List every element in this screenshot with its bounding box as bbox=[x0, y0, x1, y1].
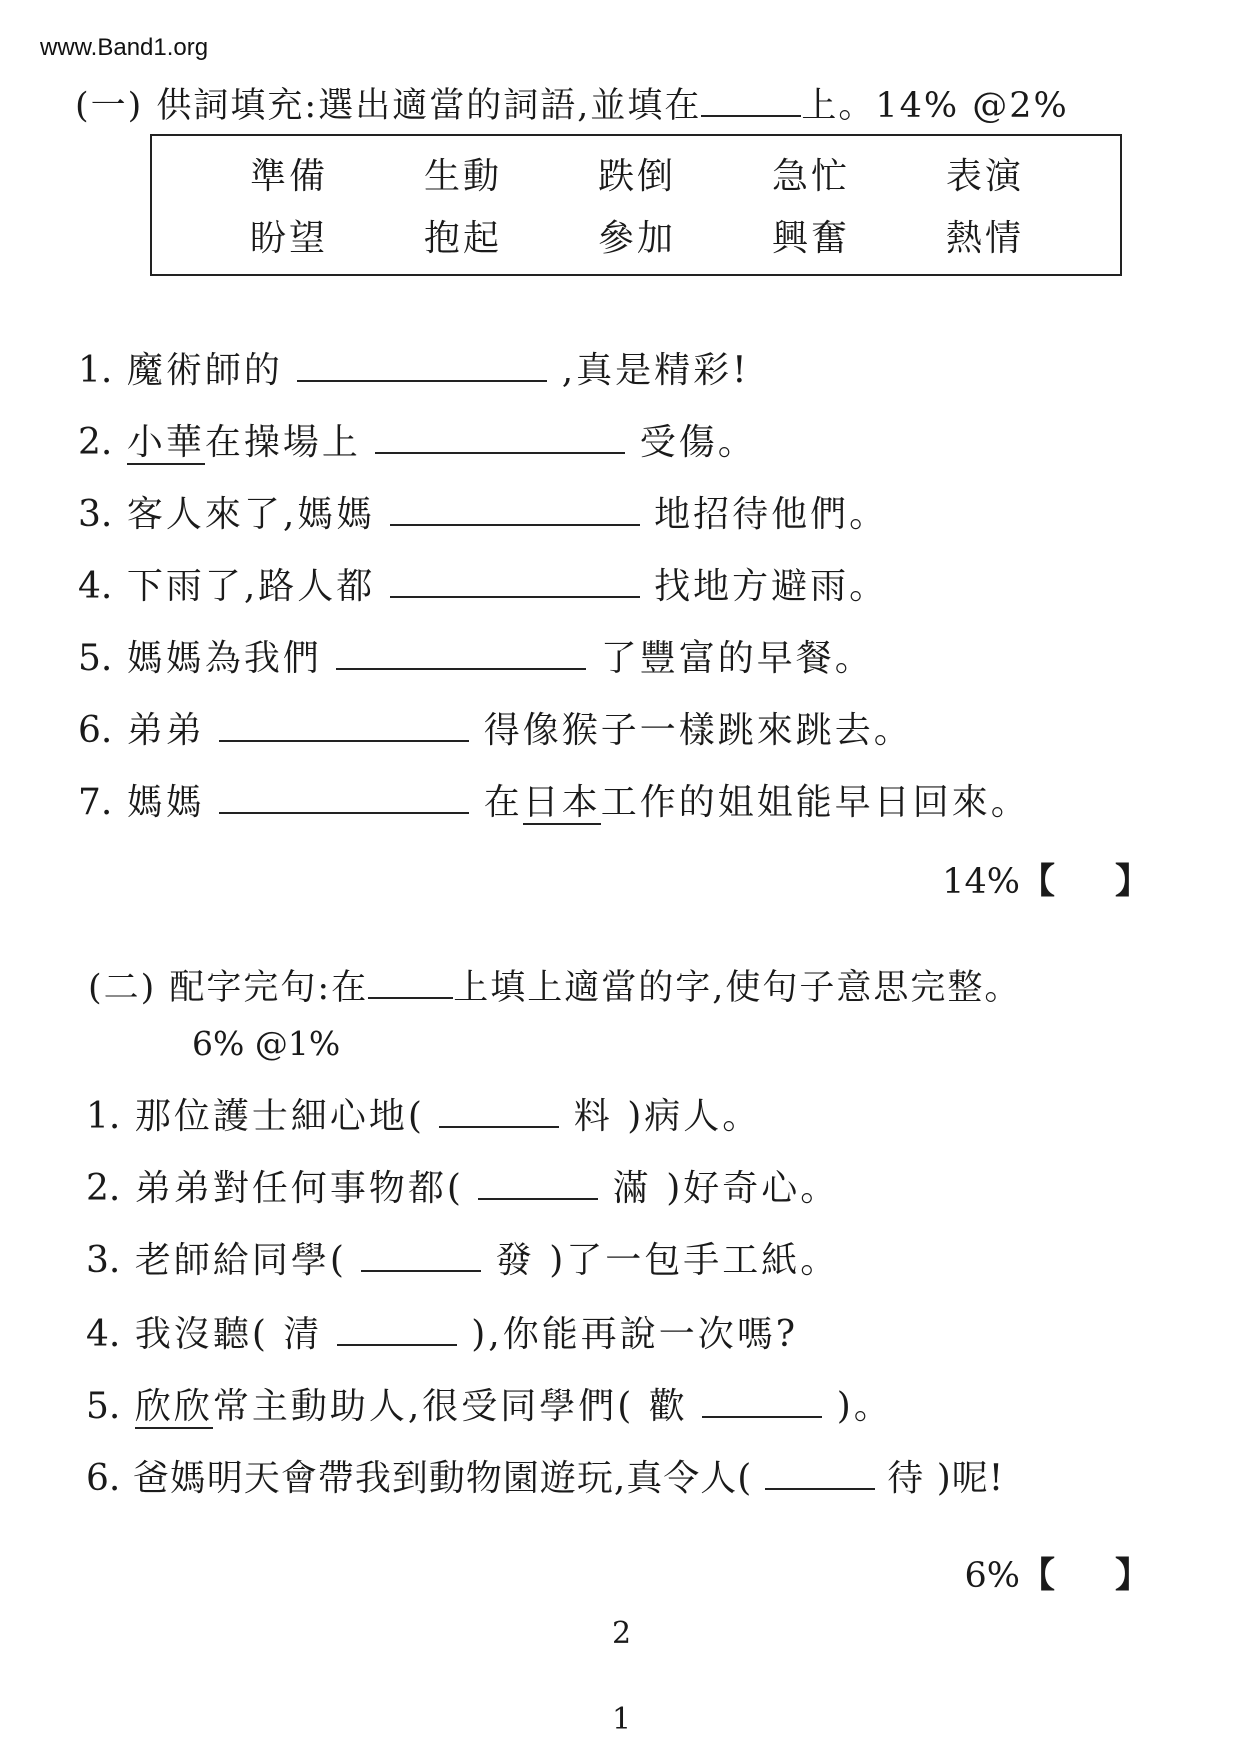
question-text: ,真是精彩! bbox=[561, 350, 750, 391]
s2-question-5 bbox=[86, 1378, 893, 1429]
question-text: 媽媽 bbox=[126, 782, 205, 823]
score-label: 6% bbox=[964, 1556, 1020, 1596]
s1-question-6 bbox=[78, 702, 913, 753]
s2-score-box bbox=[964, 1548, 1150, 1598]
section2-heading-text: (二) 配字完句:在 bbox=[88, 968, 369, 1008]
question-text: )。 bbox=[836, 1386, 893, 1427]
s2-question-1 bbox=[86, 1088, 761, 1139]
heading-blank bbox=[368, 960, 453, 999]
question-text: 受傷。 bbox=[639, 422, 757, 463]
given-character: 歡 bbox=[648, 1386, 688, 1427]
question-number: 1. bbox=[78, 350, 113, 391]
question-text: 爸媽明天會帶我到動物園遊玩,真令人( bbox=[132, 1458, 753, 1499]
score-label: 14% bbox=[942, 862, 1020, 902]
question-number: 3. bbox=[78, 494, 113, 535]
s1-question-1 bbox=[78, 342, 750, 393]
watermark-url: www.Band1.org bbox=[40, 34, 209, 61]
score-bracket-close: 】 bbox=[1114, 861, 1150, 902]
word-bank-item: 興奮 bbox=[772, 218, 851, 259]
s1-question-5 bbox=[78, 630, 874, 681]
word-bank-item: 急忙 bbox=[772, 156, 851, 197]
answer-blank[interactable] bbox=[337, 1308, 457, 1346]
question-number: 5. bbox=[78, 638, 113, 679]
word-bank-item: 表演 bbox=[946, 156, 1025, 197]
proper-name: 日本 bbox=[522, 782, 601, 823]
question-number: 1. bbox=[86, 1096, 121, 1137]
question-text: ),你能再說一次嗎? bbox=[471, 1314, 799, 1355]
question-number: 3. bbox=[86, 1240, 121, 1281]
answer-blank[interactable] bbox=[390, 488, 640, 526]
s1-score-box bbox=[942, 854, 1150, 904]
given-character: 發 bbox=[495, 1240, 535, 1281]
s1-question-2 bbox=[78, 414, 757, 465]
answer-blank[interactable] bbox=[219, 704, 469, 742]
answer-blank[interactable] bbox=[219, 776, 469, 814]
question-number: 4. bbox=[78, 566, 113, 607]
section1-heading bbox=[75, 78, 1069, 128]
answer-blank[interactable] bbox=[390, 560, 640, 598]
question-number: 2. bbox=[86, 1168, 121, 1209]
proper-name: 欣欣 bbox=[134, 1386, 213, 1427]
question-text: 在 bbox=[483, 782, 523, 823]
word-bank-item: 參加 bbox=[598, 218, 677, 259]
heading-blank bbox=[701, 78, 801, 117]
question-number: 7. bbox=[78, 782, 113, 823]
question-text: 客人來了,媽媽 bbox=[126, 494, 376, 535]
question-text: 地招待他們。 bbox=[654, 494, 889, 535]
answer-blank[interactable] bbox=[361, 1234, 481, 1272]
question-number: 6. bbox=[78, 710, 113, 751]
word-bank-box bbox=[150, 134, 1122, 276]
given-character: 料 bbox=[573, 1096, 613, 1137]
score-bracket-open: 【 bbox=[1019, 1555, 1055, 1596]
question-text: )呢! bbox=[936, 1458, 1005, 1499]
page-number: 2 bbox=[612, 1616, 632, 1651]
answer-blank[interactable] bbox=[336, 632, 586, 670]
answer-blank[interactable] bbox=[439, 1090, 559, 1128]
question-text: 工作的姐姐能早日回來。 bbox=[600, 782, 1030, 823]
question-text: 弟弟 bbox=[126, 710, 205, 751]
s1-question-4 bbox=[78, 558, 888, 609]
answer-blank[interactable] bbox=[765, 1452, 875, 1490]
given-character: 待 bbox=[887, 1458, 925, 1499]
given-character: 清 bbox=[283, 1314, 323, 1355]
question-text: )病人。 bbox=[627, 1096, 762, 1137]
section2-marks: 6% @1% bbox=[192, 1024, 341, 1063]
section1-heading-text: (一) 供詞填充:選出適當的詞語,並填在 bbox=[75, 86, 702, 126]
question-text: 媽媽為我們 bbox=[126, 638, 322, 679]
question-text: 找地方避雨。 bbox=[654, 566, 889, 607]
section1-heading-marks: 上。14% @2% bbox=[801, 86, 1069, 126]
s2-question-3 bbox=[86, 1232, 839, 1283]
question-number: 5. bbox=[86, 1386, 121, 1427]
s1-question-7 bbox=[78, 774, 1030, 825]
question-text: 了豐富的早餐。 bbox=[600, 638, 874, 679]
answer-blank[interactable] bbox=[375, 416, 625, 454]
s2-question-2 bbox=[86, 1160, 839, 1211]
question-text: 下雨了,路人都 bbox=[126, 566, 376, 607]
answer-blank[interactable] bbox=[478, 1162, 598, 1200]
question-text: 常主動助人,很受同學們( bbox=[212, 1386, 635, 1427]
question-text: 弟弟對任何事物都( bbox=[134, 1168, 464, 1209]
question-number: 2. bbox=[78, 422, 113, 463]
s2-question-6 bbox=[86, 1450, 1004, 1501]
question-text: 在操場上 bbox=[204, 422, 361, 463]
score-bracket-close: 】 bbox=[1114, 1555, 1150, 1596]
proper-name: 小華 bbox=[126, 422, 205, 463]
question-text: 那位護士細心地( bbox=[134, 1096, 425, 1137]
question-text: 我沒聽( bbox=[134, 1314, 269, 1355]
word-bank-item: 抱起 bbox=[424, 218, 503, 259]
s2-question-4 bbox=[86, 1306, 798, 1357]
word-bank-item: 準備 bbox=[250, 156, 329, 197]
question-number: 6. bbox=[86, 1458, 121, 1499]
score-bracket-open: 【 bbox=[1019, 861, 1055, 902]
given-character: 滿 bbox=[612, 1168, 652, 1209]
answer-blank[interactable] bbox=[297, 344, 547, 382]
question-text: 老師給同學( bbox=[134, 1240, 347, 1281]
question-text: 得像猴子一樣跳來跳去。 bbox=[483, 710, 913, 751]
section2-heading-text-right: 上填上適當的字,使句子意思完整。 bbox=[453, 968, 1022, 1008]
question-text: )了一包手工紙。 bbox=[549, 1240, 840, 1281]
question-number: 4. bbox=[86, 1314, 121, 1355]
word-bank-item: 跌倒 bbox=[598, 156, 677, 197]
word-bank-item: 熱情 bbox=[946, 218, 1025, 259]
word-bank-item: 生動 bbox=[424, 156, 503, 197]
question-text: )好奇心。 bbox=[666, 1168, 840, 1209]
footer-page-number: 1 bbox=[612, 1702, 632, 1737]
word-bank-item: 盼望 bbox=[250, 218, 329, 259]
question-text: 魔術師的 bbox=[126, 350, 283, 391]
section2-heading bbox=[88, 960, 1021, 1010]
answer-blank[interactable] bbox=[702, 1380, 822, 1418]
s1-question-3 bbox=[78, 486, 888, 537]
